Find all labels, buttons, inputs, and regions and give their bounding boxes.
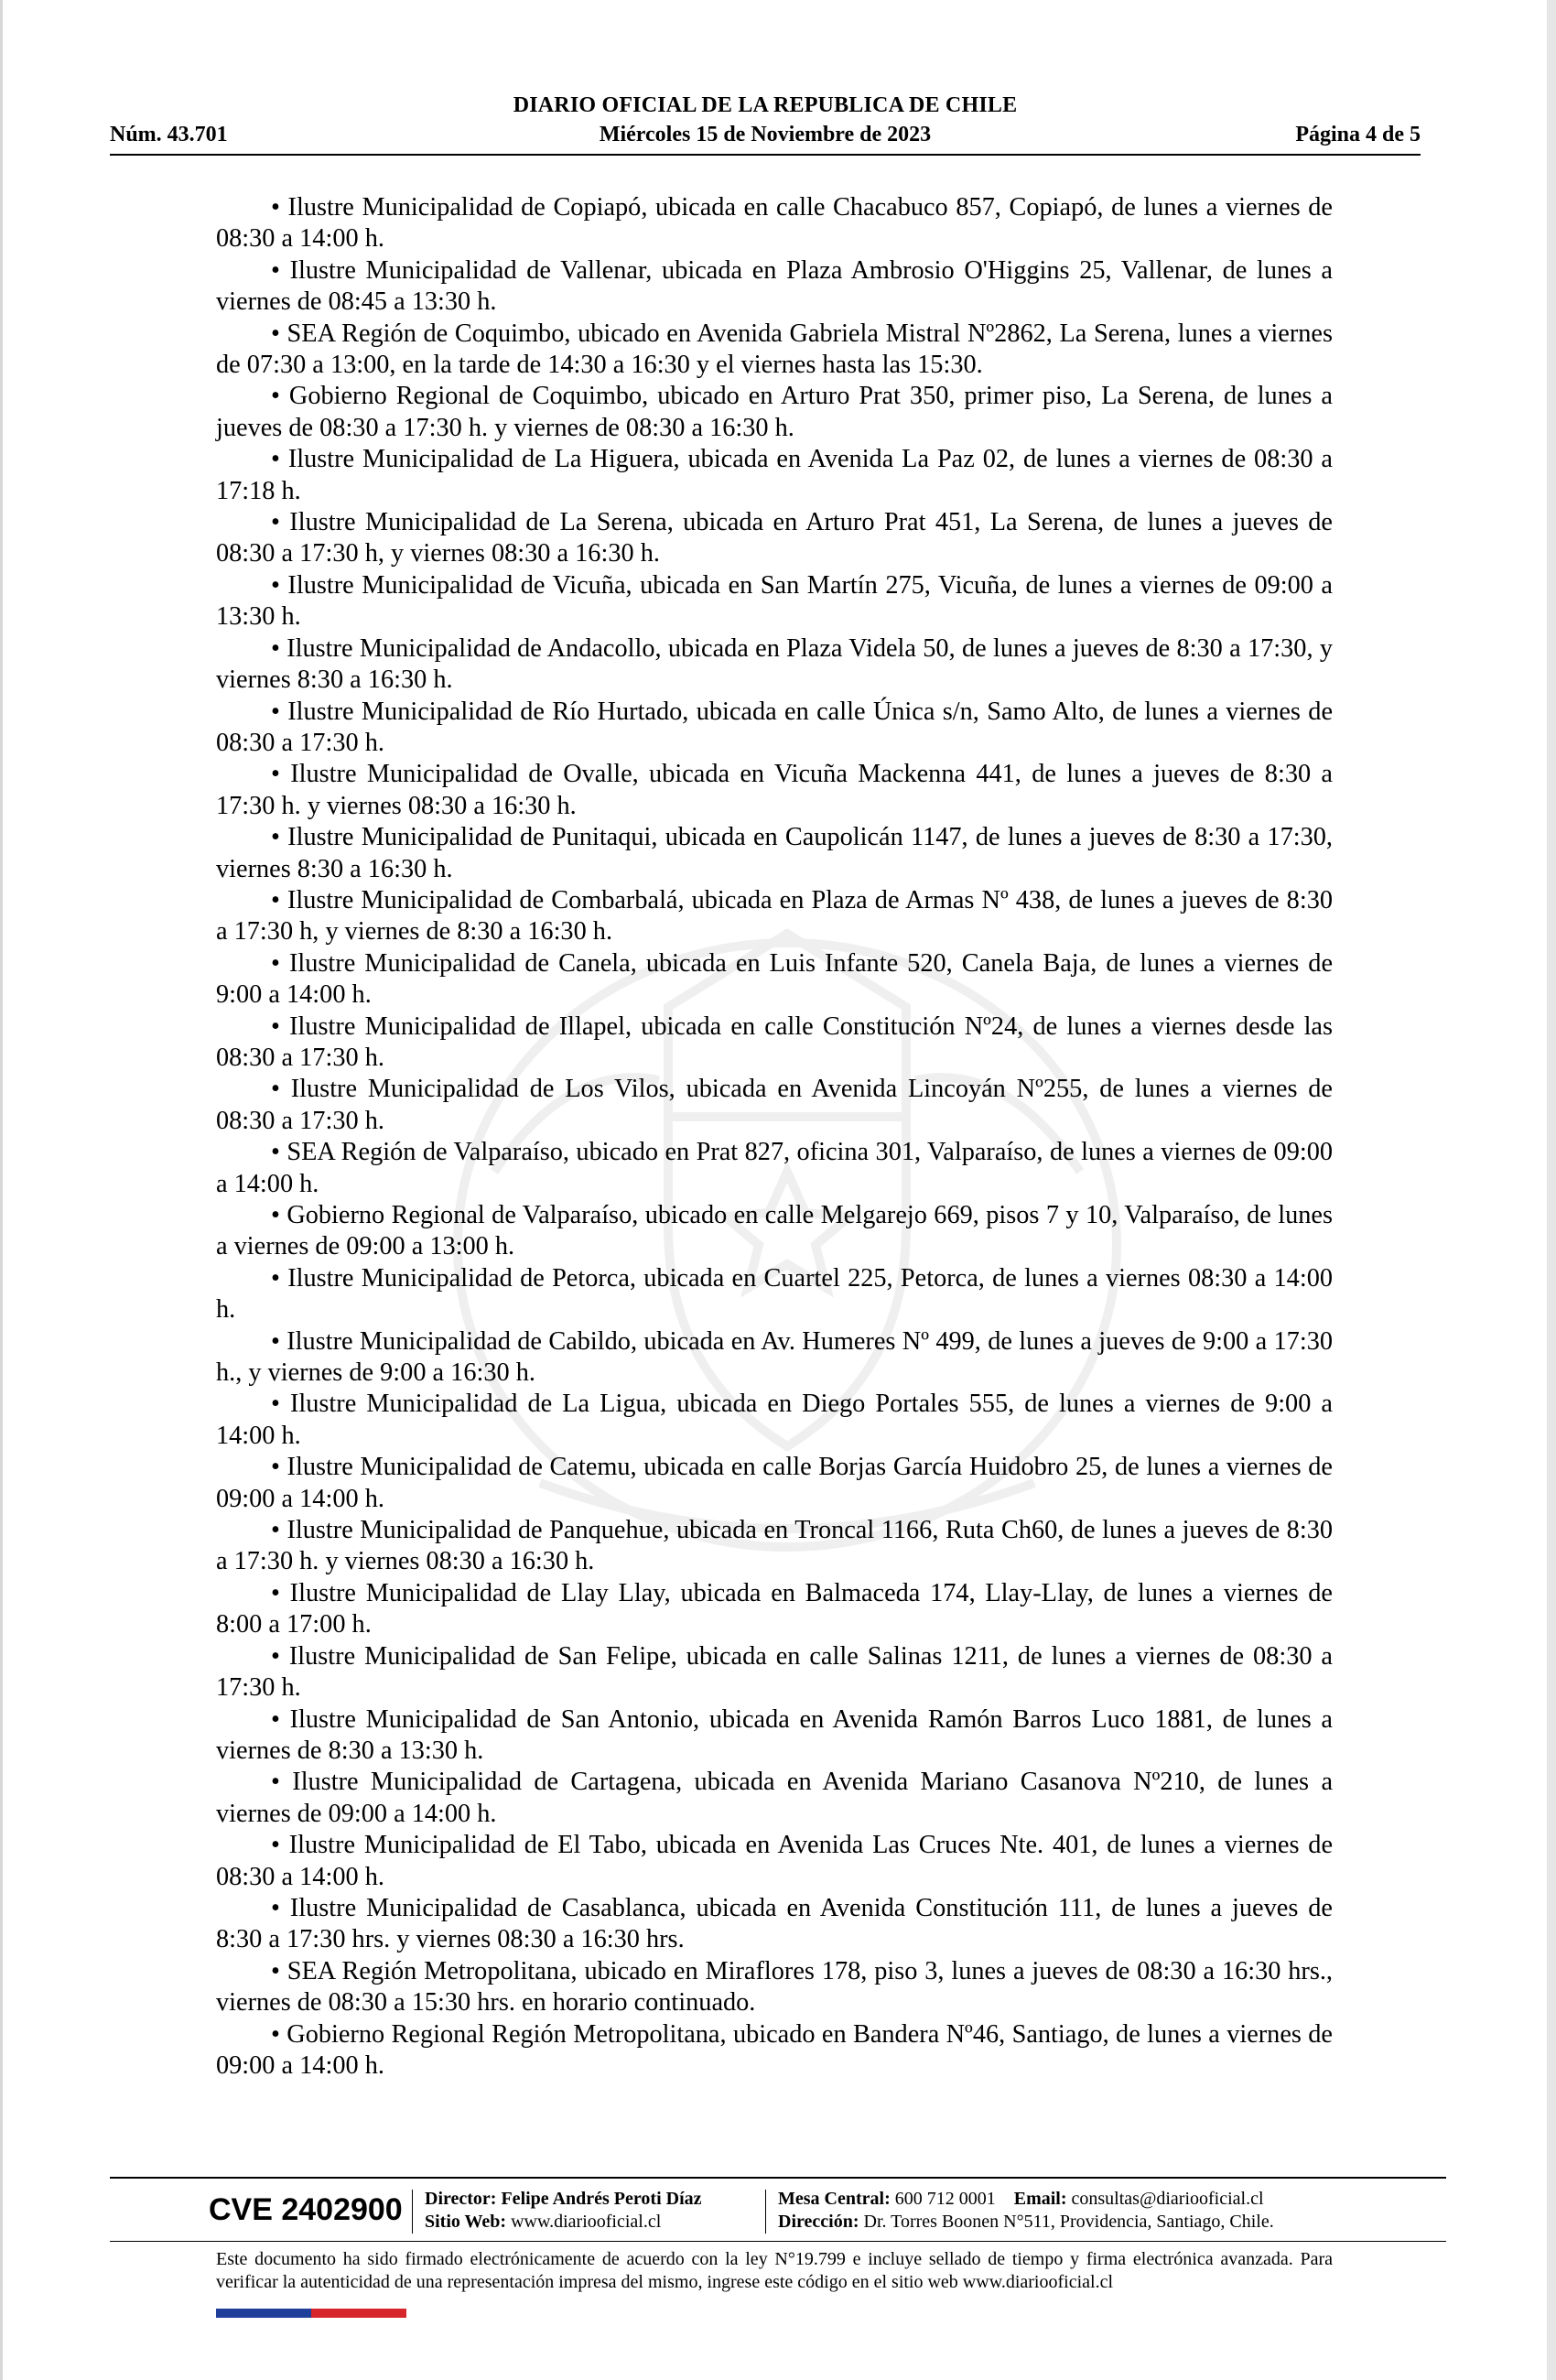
office-entry: • Ilustre Municipalidad de Ovalle, ubicada en Vicuña Mackenna 441, de lunes a jueves de 8:30 a 17:30 h. y viernes 08:30 a 16:30 h. [216, 760, 1333, 820]
page-shadow [1547, 0, 1556, 2380]
office-entry: • Ilustre Municipalidad de Casablanca, ubicada en Avenida Constitución 111, de lunes a jueves de 8:30 a 17:30 hrs. y viernes 08:30 a 16:30 hrs. [216, 1893, 1333, 1954]
office-entry: • Ilustre Municipalidad de Vallenar, ubicada en Plaza Ambrosio O'Higgins 25, Vallenar, de lunes a viernes de 08:45 a 13:30 h. [216, 255, 1333, 317]
office-entry: • Ilustre Municipalidad de La Serena, ubicada en Arturo Prat 451, La Serena, de lunes a jueves de 08:30 a 17:30 h, y viernes 08:30 a 16:30 h. [216, 508, 1333, 568]
office-entry: • Ilustre Municipalidad de Copiapó, ubicada en calle Chacabuco 857, Copiapó, de lunes a viernes de 08:30 a 14:00 h. [216, 193, 1333, 254]
office-entry: • Ilustre Municipalidad de Río Hurtado, ubicada en calle Única s/n, Samo Alto, de lunes a viernes de 08:30 a 17:30 h. [216, 697, 1333, 757]
footer-divider [110, 2177, 1446, 2179]
office-entry: • Ilustre Municipalidad de San Felipe, ubicada en calle Salinas 1211, de lunes a viernes de 08:30 a 17:30 h. [216, 1641, 1333, 1703]
office-entry: • Ilustre Municipalidad de La Ligua, ubicada en Diego Portales 555, de lunes a viernes de 9:00 a 14:00 h. [216, 1390, 1333, 1450]
chilean-flag-stripe [216, 2309, 406, 2318]
website-label: Sitio Web: [425, 2212, 507, 2232]
email-label: Email: [1013, 2189, 1067, 2209]
website-link[interactable]: www.diariooficial.cl [511, 2212, 662, 2232]
office-entry: • Ilustre Municipalidad de Llay Llay, ubicada en Balmaceda 174, Llay-Llay, de lunes a viernes de 8:00 a 17:00 h. [216, 1578, 1333, 1639]
issue-date: Miércoles 15 de Noviembre de 2023 [599, 123, 932, 146]
signature-notice: Este documento ha sido firmado electrónicamente de acuerdo con la ley N°19.799 e incluye sellado de tiempo y firma electrónica avanzada. Para verificar la autenticidad de una representación impresa del mismo, ingrese este código en el sitio web www.diariooficial.cl [216, 2249, 1333, 2292]
gazette-title: DIARIO OFICIAL DE LA REPUBLICA DE CHILE [513, 93, 1018, 117]
mesa-central-label: Mesa Central: [778, 2189, 891, 2209]
office-entry: • SEA Región de Valparaíso, ubicado en Prat 827, oficina 301, Valparaíso, de lunes a viernes de 09:00 a 14:00 h. [216, 1138, 1333, 1198]
mesa-central-phone: 600 712 0001 [894, 2189, 996, 2209]
cve-code: CVE 2402900 [209, 2192, 403, 2227]
office-entry: • Ilustre Municipalidad de Canela, ubicada en Luis Infante 520, Canela Baja, de lunes a viernes de 9:00 a 14:00 h. [216, 948, 1333, 1010]
office-entry: • SEA Región de Coquimbo, ubicado en Avenida Gabriela Mistral Nº2862, La Serena, lunes a viernes de 07:30 a 13:00, en la tarde de 14:30 a 16:30 y el viernes hasta las 15:30. [216, 319, 1333, 380]
address-value: Dr. Torres Boonen N°511, Providencia, Santiago, Chile. [863, 2212, 1274, 2232]
page-indicator: Página 4 de 5 [1295, 123, 1421, 146]
office-entry: • Gobierno Regional de Valparaíso, ubicado en calle Melgarejo 669, pisos 7 y 10, Valparaíso, de lunes a viernes de 09:00 a 13:00 h. [216, 1201, 1333, 1261]
address-label: Dirección: [778, 2212, 859, 2232]
issue-number: Núm. 43.701 [110, 123, 228, 146]
office-entry: • Ilustre Municipalidad de Illapel, ubicada en calle Constitución Nº24, de lunes a viernes desde las 08:30 a 17:30 h. [216, 1012, 1333, 1072]
director-label: Director: [425, 2189, 497, 2209]
office-entry: • Ilustre Municipalidad de Panquehue, ubicada en Troncal 1166, Ruta Ch60, de lunes a jueves de 8:30 a 17:30 h. y viernes 08:30 a 16:30 h. [216, 1516, 1333, 1576]
page-header [110, 93, 1421, 156]
header-divider [110, 154, 1421, 156]
office-entry: • Ilustre Municipalidad de La Higuera, ubicada en Avenida La Paz 02, de lunes a viernes de 08:30 a 17:18 h. [216, 445, 1333, 505]
office-entry: • Ilustre Municipalidad de El Tabo, ubicada en Avenida Las Cruces Nte. 401, de lunes a viernes de 08:30 a 14:00 h. [216, 1831, 1333, 1891]
flag-blue-segment [216, 2309, 311, 2318]
office-entry: • Ilustre Municipalidad de Combarbalá, ubicada en Plaza de Armas Nº 438, de lunes a jueves de 8:30 a 17:30 h, y viernes de 8:30 a 16:30 h. [216, 885, 1333, 947]
email-link[interactable]: consultas@diariooficial.cl [1071, 2189, 1264, 2209]
document-body [216, 192, 1333, 2082]
office-entry: • Ilustre Municipalidad de Andacollo, ubicada en Plaza Videla 50, de lunes a jueves de 8:30 a 17:30, y viernes 8:30 a 16:30 h. [216, 633, 1333, 695]
office-entry: • Ilustre Municipalidad de Petorca, ubicada en Cuartel 225, Petorca, de lunes a viernes 08:30 a 14:00 h. [216, 1263, 1333, 1325]
office-entry: • Ilustre Municipalidad de San Antonio, ubicada en Avenida Ramón Barros Luco 1881, de lunes a viernes de 8:30 a 13:30 h. [216, 1704, 1333, 1765]
footer-contact-block [778, 2188, 1274, 2234]
office-entry: • Ilustre Municipalidad de Catemu, ubicada en calle Borjas García Huidobro 25, de lunes a viernes de 09:00 a 14:00 h. [216, 1453, 1333, 1513]
footer-director-block [425, 2188, 702, 2234]
footer-separator [765, 2190, 766, 2234]
director-name: Felipe Andrés Peroti Díaz [501, 2189, 702, 2209]
office-entry: • SEA Región Metropolitana, ubicado en Miraflores 178, piso 3, lunes a jueves de 08:30 a 16:30 hrs., viernes de 08:30 a 15:30 hrs. en horario continuado. [216, 1956, 1333, 2018]
office-entry: • Ilustre Municipalidad de Los Vilos, ubicada en Avenida Lincoyán Nº255, de lunes a viernes de 08:30 a 17:30 h. [216, 1075, 1333, 1135]
office-entry: • Gobierno Regional Región Metropolitana, ubicado en Bandera Nº46, Santiago, de lunes a viernes de 09:00 a 14:00 h. [216, 2019, 1333, 2080]
office-entry: • Ilustre Municipalidad de Cabildo, ubicada en Av. Humeres Nº 499, de lunes a jueves de 9:00 a 17:30 h., y viernes de 9:00 a 16:30 h. [216, 1326, 1333, 1388]
office-entry: • Ilustre Municipalidad de Vicuña, ubicada en San Martín 275, Vicuña, de lunes a viernes de 09:00 a 13:30 h. [216, 570, 1333, 632]
flag-red-segment [311, 2309, 406, 2318]
office-entry: • Gobierno Regional de Coquimbo, ubicado en Arturo Prat 350, primer piso, La Serena, de lunes a jueves de 08:30 a 17:30 h. y viernes de 08:30 a 16:30 h. [216, 382, 1333, 442]
office-entry: • Ilustre Municipalidad de Cartagena, ubicada en Avenida Mariano Casanova Nº210, de lunes a viernes de 09:00 a 14:00 h. [216, 1768, 1333, 1828]
office-entry: • Ilustre Municipalidad de Punitaqui, ubicada en Caupolicán 1147, de lunes a jueves de 8:30 a 17:30, viernes 8:30 a 16:30 h. [216, 823, 1333, 883]
footer-separator [412, 2190, 413, 2234]
footer-divider-secondary [110, 2241, 1446, 2242]
